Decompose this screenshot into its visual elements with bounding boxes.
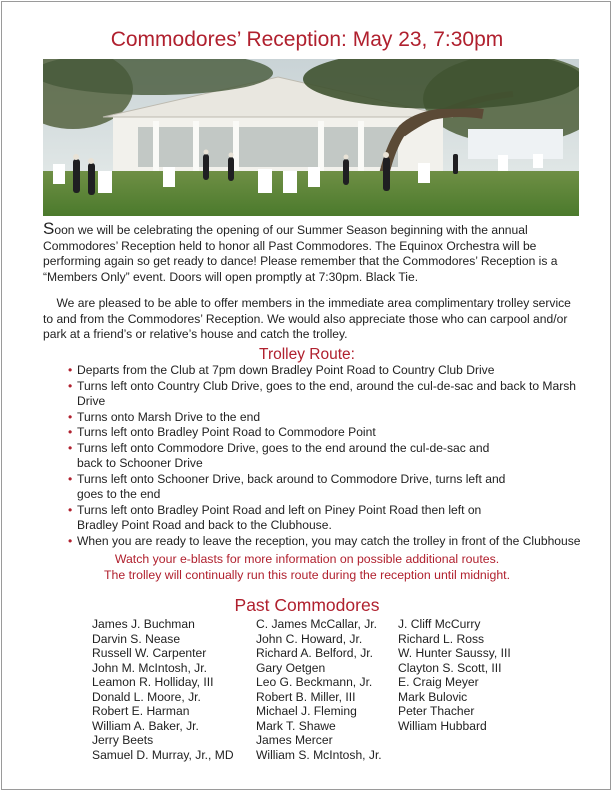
commodore-name: Darvin S. Nease [92, 631, 181, 646]
commodore-name: Jerry Beets [92, 733, 154, 747]
commodore-name: James Mercer [256, 733, 333, 747]
commodore-name: Leo G. Beckmann, Jr. [256, 675, 373, 689]
commodore-name: W. Hunter Saussy, III [398, 646, 511, 660]
route-step: • Turns left onto Bradley Point Road to Commodore Point [66, 425, 586, 441]
trolley-schedule-note: The trolley will continually run this route during the reception until midnight. [103, 568, 510, 582]
commodores-column-1 [92, 617, 234, 762]
page-title: Commodores’ Reception: May 23, 7:30pm [110, 28, 504, 51]
commodore-name: C. James McCallar, Jr. [256, 617, 377, 631]
route-step: • Turns left onto Bradley Point Road and left on Piney Point Road then left on Bradley Point Road and back to the Clubhouse. [66, 503, 487, 534]
commodore-name: Richard L. Ross [398, 631, 485, 646]
commodore-name: William Hubbard [398, 718, 487, 733]
commodore-name: Peter Thacher [398, 704, 475, 718]
commodore-name: Leamon R. Holliday, III [92, 675, 214, 689]
commodore-name: E. Craig Meyer [398, 675, 479, 689]
route-step: • Turns onto Marsh Drive to the end [66, 410, 586, 426]
trolley-route-list [66, 363, 586, 549]
commodore-name: Samuel D. Murray, Jr., MD [92, 747, 234, 762]
commodore-name: Mark Bulovic [398, 689, 468, 704]
trolley-paragraph [43, 296, 579, 343]
trolley-route-heading: Trolley Route: [259, 346, 355, 363]
trolley-paragraph-text: We are pleased to be able to offer members in the immediate area complimentary trolley service to and from the Commodores’ Reception. We would also appreciate those who can carpool and/or park at a friend’s or relative’s house and catch the trolley. [43, 296, 571, 342]
commodore-name: Gary Oetgen [256, 660, 326, 675]
commodore-name: Robert E. Harman [92, 704, 190, 718]
commodore-name: Clayton S. Scott, III [398, 660, 502, 675]
past-commodores-heading: Past Commodores [234, 595, 380, 615]
clubhouse-lawn-illustration [43, 59, 579, 216]
commodore-name: John C. Howard, Jr. [256, 631, 363, 646]
commodore-name: William A. Baker, Jr. [92, 718, 199, 733]
commodore-name: Michael J. Fleming [256, 704, 357, 718]
commodore-name: James J. Buchman [92, 617, 195, 631]
eblast-note: Watch your e-blasts for more information on possible additional routes. [114, 552, 500, 566]
reception-photo [43, 59, 579, 216]
commodore-name: John M. McIntosh, Jr. [92, 660, 207, 675]
commodore-name: William S. McIntosh, Jr. [256, 747, 382, 762]
intro-text: oon we will be celebrating the opening of our Summer Season beginning with the annual Commodores’ Reception held to honor all Past Commodores. The Equinox Orchestra will be performing again so get ready to dance! Please remember that the Commodores’ Reception is a “Members Only” event. Doors will open promptly at 7:30pm. Black Tie. [43, 223, 558, 284]
commodore-name: Mark T. Shawe [256, 718, 336, 733]
commodore-name: Donald L. Moore, Jr. [92, 689, 201, 704]
route-step: • Departs from the Club at 7pm down Bradley Point Road to Country Club Drive [66, 363, 586, 379]
commodore-name: Richard A. Belford, Jr. [256, 646, 373, 660]
commodores-column-2 [256, 617, 382, 762]
route-step: • When you are ready to leave the reception, you may catch the trolley in front of the Clubhouse [66, 534, 586, 550]
commodores-column-3 [398, 617, 511, 733]
route-step: • Turns left onto Schooner Drive, back around to Commodore Drive, turns left and goes to the end [66, 472, 507, 503]
route-step: • Turns left onto Country Club Drive, goes to the end, around the cul-de-sac and back to Marsh Drive [66, 379, 586, 410]
commodore-name: Russell W. Carpenter [92, 646, 207, 660]
commodore-name: Robert B. Miller, III [256, 689, 356, 704]
intro-paragraph [43, 221, 579, 285]
intro-dropcap: S [43, 219, 55, 238]
commodore-name: J. Cliff McCurry [398, 617, 481, 631]
route-step: • Turns left onto Commodore Drive, goes to the end around the cul-de-sac and back to Schooner Drive [66, 441, 497, 472]
